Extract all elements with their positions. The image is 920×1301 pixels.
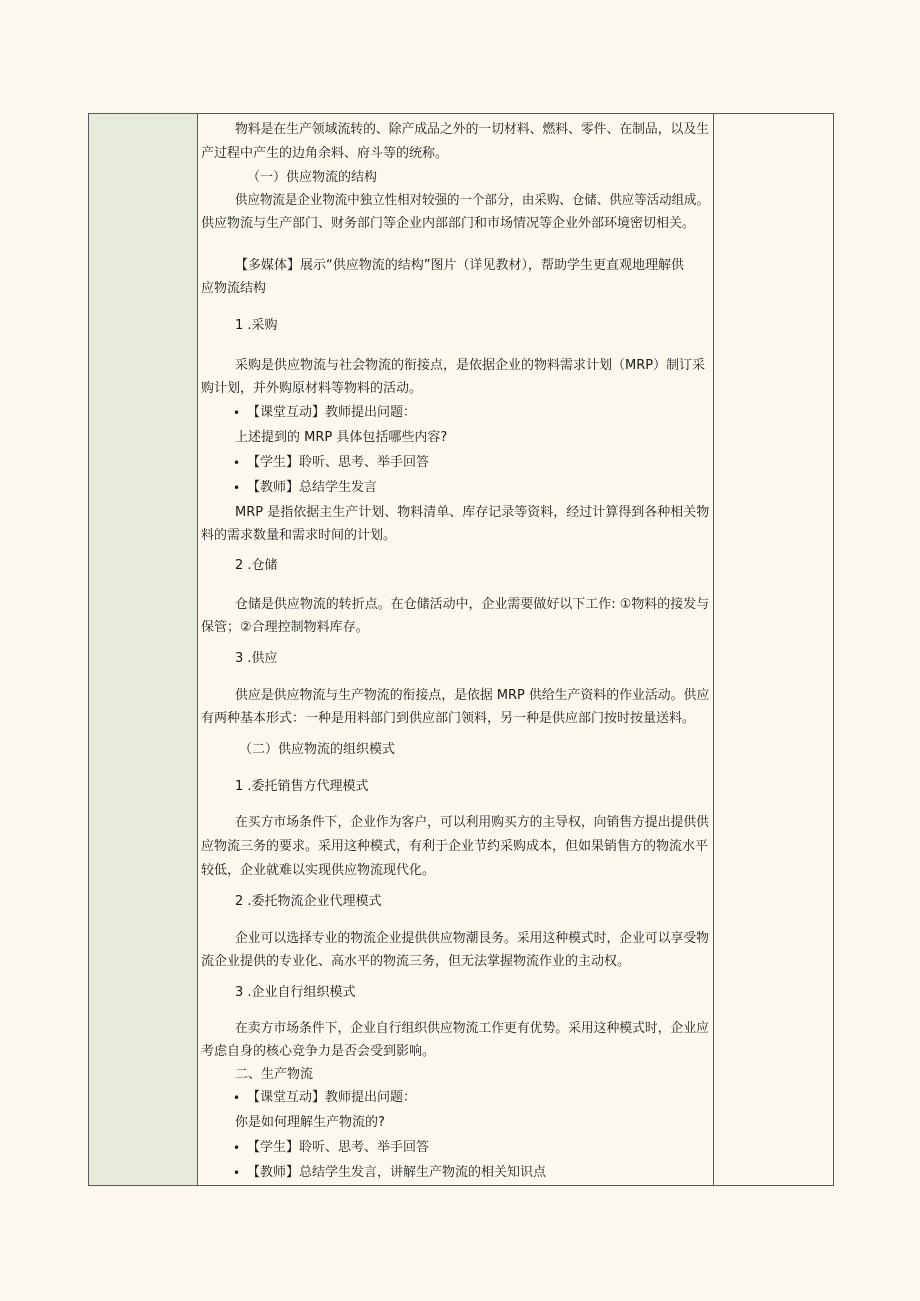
content-cell xyxy=(199,114,713,1185)
text-line: 在买方市场条件下，企业作为客户，可以利用购买方的主导权，向销售方提出提供供 xyxy=(235,815,709,830)
text-line: 购计划，并外购原材料等物料的活动。 xyxy=(201,381,423,396)
right-column-cell xyxy=(713,114,834,1185)
bullet-dot: • xyxy=(233,1141,241,1155)
bullet-dot: • xyxy=(233,456,241,470)
text-line: 仓储是供应物流的转折点。在仓储活动中，企业需要做好以下工作: ①物料的接发与 xyxy=(235,597,710,612)
subheading: 2 .委托物流企业代理模式 xyxy=(235,894,382,909)
text-line: 料的需求数量和需求时间的计划。 xyxy=(201,528,397,543)
text-line: 较低，企业就难以实现供应物流现代化。 xyxy=(201,863,436,878)
text-line: MRP 是指依据主生产计划、物料清单、库存记录等资料，经过计算得到各种相关物 xyxy=(235,505,710,520)
text-line: 【多媒体】展示“供应物流的结构”图片（详见教材），帮助学生更直观地理解供 xyxy=(235,258,684,273)
text-line: 供应是供应物流与生产物流的衔接点，是依据 MRP 供给生产资料的作业活动。供应 xyxy=(235,688,710,703)
text-line: 企业可以选择专业的物流企业提供供应物潮艮务。采用这种模式时，企业可以享受物 xyxy=(235,931,709,946)
section-heading: （一）供应物流的结构 xyxy=(247,170,378,185)
text-line: 在卖方市场条件下，企业自行组织供应物流工作更有优势。采用这种模式时，企业应 xyxy=(235,1021,709,1036)
text-line: 保管；②合理控制物料库存。 xyxy=(201,620,369,635)
subheading: 1 .采购 xyxy=(235,318,278,333)
left-column-cell xyxy=(89,114,198,1185)
text-line: 应物流结构 xyxy=(201,281,267,296)
text-line: 有两种基本形式：一种是用料部门到供应部门领料，另一种是供应部门按时按量送料。 xyxy=(201,711,696,726)
text-line: 物料是在生产领域流转的、除产成品之外的一切材料、燃料、零件、在制品，以及生 xyxy=(235,122,709,137)
lesson-table xyxy=(88,113,834,1186)
bullet-text: 【课堂互动】教师提出问题： xyxy=(247,405,417,420)
bullet-text: 【学生】聆听、思考、举手回答 xyxy=(247,1140,430,1155)
subheading: 3 .供应 xyxy=(235,651,278,666)
text-line: 流企业提供的专业化、高水平的物流三务，但无法掌握物流作业的主动权。 xyxy=(201,954,631,969)
bullet-text: 【教师】总结学生发言 xyxy=(247,480,378,495)
bullet-dot: • xyxy=(233,1166,241,1180)
bullet-dot: • xyxy=(233,406,241,420)
text-line: 考虑自身的核心竞争力是否会受到影响。 xyxy=(201,1044,436,1059)
subheading: 3 .企业自行组织模式 xyxy=(235,985,356,1000)
text-line: 采购是供应物流与社会物流的衔接点，是依据企业的物料需求计划（MRP）制订采 xyxy=(235,358,706,373)
subheading: 2 .仓储 xyxy=(235,558,278,573)
text-line: 应物流三务的要求。采用这种模式，有利于企业节约采购成本，但如果销售方的物流水平 xyxy=(201,839,709,854)
bullet-dot: • xyxy=(233,481,241,495)
bullet-text: 【学生】聆听、思考、举手回答 xyxy=(247,455,430,470)
text-line: 供应物流与生产部门、财务部门等企业内部部门和市场情况等企业外部环境密切相关。 xyxy=(201,216,696,231)
section-heading: （二）供应物流的组织模式 xyxy=(239,742,396,757)
bullet-text: 【课堂互动】教师提出问题： xyxy=(247,1090,417,1105)
subheading: 1 .委托销售方代理模式 xyxy=(235,779,369,794)
section-heading: 二、生产物流 xyxy=(235,1067,314,1082)
text-line: 上述提到的 MRP 具体包括哪些内容? xyxy=(235,430,448,445)
bullet-dot: • xyxy=(233,1091,241,1105)
text-line: 产过程中产生的边角余料、府斗等的统称。 xyxy=(201,146,449,161)
text-line: 供应物流是企业物流中独立性相对较强的一个部分，由采购、仓储、供应等活动组成。 xyxy=(235,193,710,208)
bullet-text: 【教师】总结学生发言，讲解生产物流的相关知识点 xyxy=(247,1165,547,1180)
text-line: 你是如何理解生产物流的? xyxy=(235,1115,385,1130)
